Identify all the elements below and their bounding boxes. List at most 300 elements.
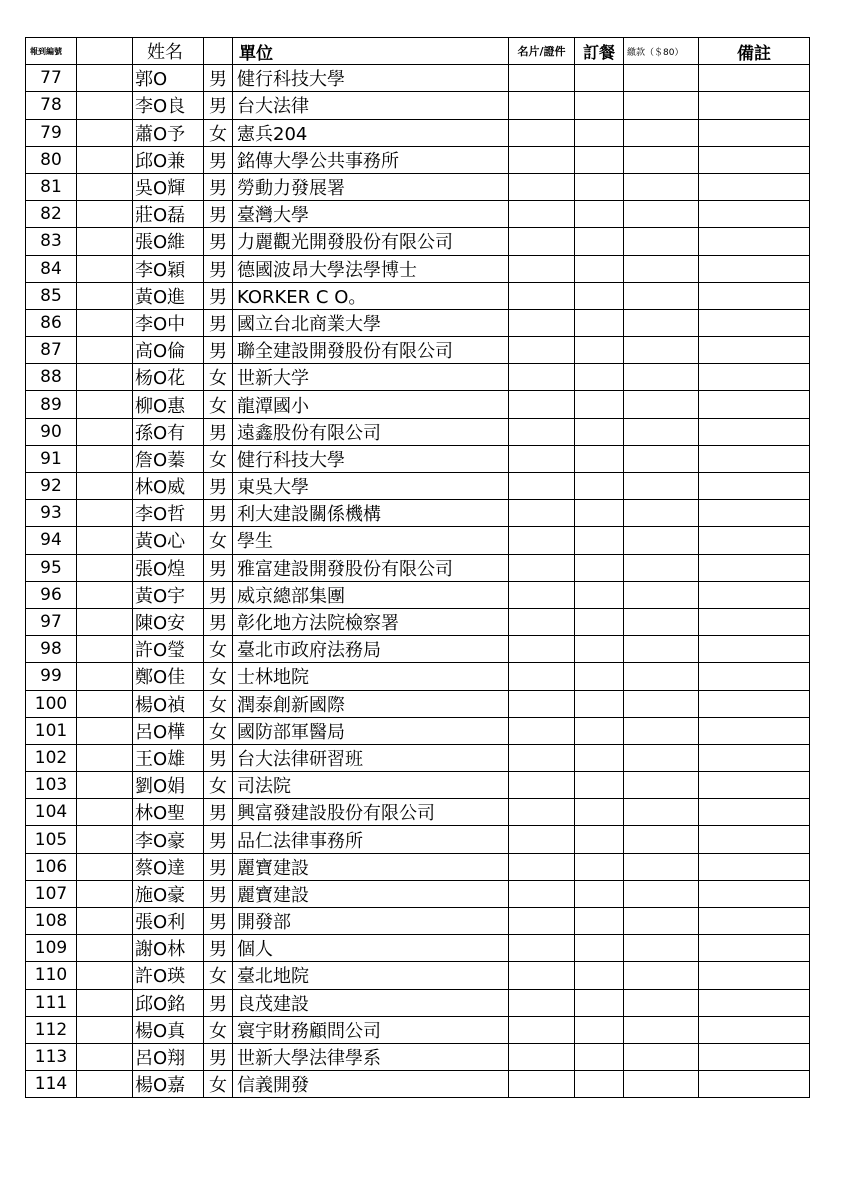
row-number: 92 bbox=[26, 473, 77, 500]
note-cell bbox=[699, 1016, 810, 1043]
blank-cell bbox=[77, 962, 133, 989]
fee-cell bbox=[624, 1043, 699, 1070]
blank-cell bbox=[77, 1043, 133, 1070]
meal-cell bbox=[575, 636, 624, 663]
fee-cell bbox=[624, 690, 699, 717]
row-name: 李O良 bbox=[133, 92, 204, 119]
card-cell bbox=[509, 309, 575, 336]
fee-cell bbox=[624, 418, 699, 445]
registration-table bbox=[25, 37, 810, 1098]
row-sex: 男 bbox=[204, 173, 233, 200]
row-sex: 男 bbox=[204, 228, 233, 255]
table-row bbox=[26, 500, 810, 527]
fee-cell bbox=[624, 853, 699, 880]
card-cell bbox=[509, 1016, 575, 1043]
row-unit: 雅富建設開發股份有限公司 bbox=[233, 554, 509, 581]
row-sex: 女 bbox=[204, 1016, 233, 1043]
row-unit: 寰宇財務顧問公司 bbox=[233, 1016, 509, 1043]
table-row bbox=[26, 391, 810, 418]
table-row bbox=[26, 119, 810, 146]
table-row bbox=[26, 228, 810, 255]
row-unit: 勞動力發展署 bbox=[233, 173, 509, 200]
fee-cell bbox=[624, 309, 699, 336]
table-row bbox=[26, 255, 810, 282]
row-name: 張O利 bbox=[133, 908, 204, 935]
header-meal: 訂餐 bbox=[575, 38, 624, 65]
card-cell bbox=[509, 1043, 575, 1070]
card-cell bbox=[509, 772, 575, 799]
note-cell bbox=[699, 146, 810, 173]
note-cell bbox=[699, 364, 810, 391]
card-cell bbox=[509, 636, 575, 663]
row-name: 楊O禎 bbox=[133, 690, 204, 717]
row-name: 呂O翔 bbox=[133, 1043, 204, 1070]
card-cell bbox=[509, 1071, 575, 1098]
meal-cell bbox=[575, 799, 624, 826]
blank-cell bbox=[77, 989, 133, 1016]
meal-cell bbox=[575, 989, 624, 1016]
table-row bbox=[26, 772, 810, 799]
row-sex: 男 bbox=[204, 989, 233, 1016]
row-sex: 男 bbox=[204, 473, 233, 500]
meal-cell bbox=[575, 581, 624, 608]
table-row bbox=[26, 908, 810, 935]
row-unit: 臺北地院 bbox=[233, 962, 509, 989]
fee-cell bbox=[624, 826, 699, 853]
blank-cell bbox=[77, 772, 133, 799]
card-cell bbox=[509, 282, 575, 309]
card-cell bbox=[509, 935, 575, 962]
fee-cell bbox=[624, 989, 699, 1016]
row-name: 吳O輝 bbox=[133, 173, 204, 200]
blank-cell bbox=[77, 92, 133, 119]
row-name: 許O瑩 bbox=[133, 636, 204, 663]
blank-cell bbox=[77, 608, 133, 635]
row-sex: 女 bbox=[204, 391, 233, 418]
card-cell bbox=[509, 364, 575, 391]
fee-cell bbox=[624, 500, 699, 527]
note-cell bbox=[699, 500, 810, 527]
row-unit: 德國波昂大學法學博士 bbox=[233, 255, 509, 282]
meal-cell bbox=[575, 853, 624, 880]
blank-cell bbox=[77, 201, 133, 228]
table-row bbox=[26, 690, 810, 717]
row-name: 李O豪 bbox=[133, 826, 204, 853]
row-name: 許O瑛 bbox=[133, 962, 204, 989]
row-number: 94 bbox=[26, 527, 77, 554]
row-sex: 男 bbox=[204, 92, 233, 119]
row-sex: 男 bbox=[204, 880, 233, 907]
card-cell bbox=[509, 663, 575, 690]
table-row bbox=[26, 1071, 810, 1098]
meal-cell bbox=[575, 1071, 624, 1098]
row-number: 105 bbox=[26, 826, 77, 853]
table-row bbox=[26, 337, 810, 364]
row-sex: 男 bbox=[204, 146, 233, 173]
blank-cell bbox=[77, 799, 133, 826]
row-unit: 龍潭國小 bbox=[233, 391, 509, 418]
card-cell bbox=[509, 119, 575, 146]
card-cell bbox=[509, 744, 575, 771]
fee-cell bbox=[624, 92, 699, 119]
row-number: 114 bbox=[26, 1071, 77, 1098]
blank-cell bbox=[77, 880, 133, 907]
table-header-row bbox=[26, 38, 810, 65]
meal-cell bbox=[575, 717, 624, 744]
row-unit: 健行科技大學 bbox=[233, 65, 509, 92]
row-sex: 男 bbox=[204, 826, 233, 853]
row-number: 102 bbox=[26, 744, 77, 771]
meal-cell bbox=[575, 473, 624, 500]
blank-cell bbox=[77, 690, 133, 717]
note-cell bbox=[699, 173, 810, 200]
fee-cell bbox=[624, 1016, 699, 1043]
row-unit: 東吳大學 bbox=[233, 473, 509, 500]
blank-cell bbox=[77, 255, 133, 282]
row-number: 110 bbox=[26, 962, 77, 989]
row-unit: 憲兵204 bbox=[233, 119, 509, 146]
fee-cell bbox=[624, 962, 699, 989]
row-sex: 男 bbox=[204, 1043, 233, 1070]
card-cell bbox=[509, 201, 575, 228]
row-number: 95 bbox=[26, 554, 77, 581]
blank-cell bbox=[77, 527, 133, 554]
row-name: 郭O bbox=[133, 65, 204, 92]
row-number: 93 bbox=[26, 500, 77, 527]
row-sex: 男 bbox=[204, 554, 233, 581]
card-cell bbox=[509, 908, 575, 935]
fee-cell bbox=[624, 908, 699, 935]
fee-cell bbox=[624, 935, 699, 962]
note-cell bbox=[699, 717, 810, 744]
row-name: 鄭O佳 bbox=[133, 663, 204, 690]
meal-cell bbox=[575, 92, 624, 119]
row-number: 79 bbox=[26, 119, 77, 146]
meal-cell bbox=[575, 173, 624, 200]
note-cell bbox=[699, 799, 810, 826]
note-cell bbox=[699, 228, 810, 255]
blank-cell bbox=[77, 364, 133, 391]
row-number: 81 bbox=[26, 173, 77, 200]
row-unit: 遠鑫股份有限公司 bbox=[233, 418, 509, 445]
blank-cell bbox=[77, 636, 133, 663]
card-cell bbox=[509, 255, 575, 282]
blank-cell bbox=[77, 228, 133, 255]
note-cell bbox=[699, 826, 810, 853]
note-cell bbox=[699, 744, 810, 771]
note-cell bbox=[699, 908, 810, 935]
card-cell bbox=[509, 500, 575, 527]
card-cell bbox=[509, 228, 575, 255]
card-cell bbox=[509, 391, 575, 418]
row-number: 107 bbox=[26, 880, 77, 907]
row-unit: 利大建設關係機構 bbox=[233, 500, 509, 527]
row-sex: 男 bbox=[204, 500, 233, 527]
row-name: 張O維 bbox=[133, 228, 204, 255]
row-number: 112 bbox=[26, 1016, 77, 1043]
row-number: 78 bbox=[26, 92, 77, 119]
row-number: 83 bbox=[26, 228, 77, 255]
fee-cell bbox=[624, 880, 699, 907]
header-note: 備註 bbox=[699, 38, 810, 65]
note-cell bbox=[699, 527, 810, 554]
fee-cell bbox=[624, 636, 699, 663]
fee-cell bbox=[624, 1071, 699, 1098]
row-unit: 世新大学 bbox=[233, 364, 509, 391]
meal-cell bbox=[575, 744, 624, 771]
row-unit: 學生 bbox=[233, 527, 509, 554]
card-cell bbox=[509, 146, 575, 173]
row-name: 張O煌 bbox=[133, 554, 204, 581]
fee-cell bbox=[624, 337, 699, 364]
row-unit: 國立台北商業大學 bbox=[233, 309, 509, 336]
row-unit: 麗寶建設 bbox=[233, 880, 509, 907]
row-sex: 女 bbox=[204, 690, 233, 717]
table-row bbox=[26, 581, 810, 608]
note-cell bbox=[699, 418, 810, 445]
meal-cell bbox=[575, 391, 624, 418]
table-row bbox=[26, 473, 810, 500]
blank-cell bbox=[77, 663, 133, 690]
fee-cell bbox=[624, 119, 699, 146]
header-card-id: 名片/證件 bbox=[509, 38, 575, 65]
row-number: 87 bbox=[26, 337, 77, 364]
fee-cell bbox=[624, 581, 699, 608]
table-row bbox=[26, 880, 810, 907]
row-unit: 威京總部集團 bbox=[233, 581, 509, 608]
meal-cell bbox=[575, 228, 624, 255]
meal-cell bbox=[575, 880, 624, 907]
meal-cell bbox=[575, 663, 624, 690]
meal-cell bbox=[575, 500, 624, 527]
meal-cell bbox=[575, 908, 624, 935]
row-sex: 女 bbox=[204, 717, 233, 744]
row-unit: 銘傳大學公共事務所 bbox=[233, 146, 509, 173]
row-unit: 品仁法律事務所 bbox=[233, 826, 509, 853]
row-name: 邱O兼 bbox=[133, 146, 204, 173]
meal-cell bbox=[575, 146, 624, 173]
card-cell bbox=[509, 65, 575, 92]
row-name: 杨O花 bbox=[133, 364, 204, 391]
row-name: 陳O安 bbox=[133, 608, 204, 635]
row-number: 82 bbox=[26, 201, 77, 228]
blank-cell bbox=[77, 119, 133, 146]
note-cell bbox=[699, 92, 810, 119]
row-unit: 臺灣大學 bbox=[233, 201, 509, 228]
row-name: 柳O惠 bbox=[133, 391, 204, 418]
card-cell bbox=[509, 853, 575, 880]
meal-cell bbox=[575, 364, 624, 391]
header-blank bbox=[77, 38, 133, 65]
blank-cell bbox=[77, 282, 133, 309]
row-name: 邱O銘 bbox=[133, 989, 204, 1016]
row-name: 蕭O予 bbox=[133, 119, 204, 146]
row-unit: 台大法律 bbox=[233, 92, 509, 119]
row-sex: 男 bbox=[204, 282, 233, 309]
meal-cell bbox=[575, 608, 624, 635]
fee-cell bbox=[624, 554, 699, 581]
blank-cell bbox=[77, 1016, 133, 1043]
blank-cell bbox=[77, 445, 133, 472]
row-sex: 女 bbox=[204, 364, 233, 391]
row-number: 86 bbox=[26, 309, 77, 336]
fee-cell bbox=[624, 717, 699, 744]
table-row bbox=[26, 608, 810, 635]
note-cell bbox=[699, 935, 810, 962]
table-row bbox=[26, 1016, 810, 1043]
note-cell bbox=[699, 309, 810, 336]
row-sex: 男 bbox=[204, 908, 233, 935]
row-number: 88 bbox=[26, 364, 77, 391]
card-cell bbox=[509, 608, 575, 635]
header-registration-number: 報到編號 bbox=[26, 38, 77, 65]
blank-cell bbox=[77, 337, 133, 364]
row-unit: 潤泰創新國際 bbox=[233, 690, 509, 717]
table-row bbox=[26, 92, 810, 119]
row-unit: 麗寶建設 bbox=[233, 853, 509, 880]
table-row bbox=[26, 636, 810, 663]
row-sex: 男 bbox=[204, 255, 233, 282]
card-cell bbox=[509, 173, 575, 200]
fee-cell bbox=[624, 364, 699, 391]
row-unit: 力麗觀光開發股份有限公司 bbox=[233, 228, 509, 255]
note-cell bbox=[699, 772, 810, 799]
meal-cell bbox=[575, 282, 624, 309]
blank-cell bbox=[77, 908, 133, 935]
meal-cell bbox=[575, 255, 624, 282]
meal-cell bbox=[575, 962, 624, 989]
note-cell bbox=[699, 608, 810, 635]
note-cell bbox=[699, 989, 810, 1016]
fee-cell bbox=[624, 146, 699, 173]
table-row bbox=[26, 445, 810, 472]
card-cell bbox=[509, 445, 575, 472]
note-cell bbox=[699, 473, 810, 500]
blank-cell bbox=[77, 473, 133, 500]
row-unit: 國防部軍醫局 bbox=[233, 717, 509, 744]
blank-cell bbox=[77, 581, 133, 608]
blank-cell bbox=[77, 500, 133, 527]
row-name: 王O雄 bbox=[133, 744, 204, 771]
meal-cell bbox=[575, 690, 624, 717]
row-name: 蔡O達 bbox=[133, 853, 204, 880]
blank-cell bbox=[77, 1071, 133, 1098]
row-name: 林O聖 bbox=[133, 799, 204, 826]
table-row bbox=[26, 282, 810, 309]
table-row bbox=[26, 935, 810, 962]
blank-cell bbox=[77, 391, 133, 418]
row-unit: 聯全建設開發股份有限公司 bbox=[233, 337, 509, 364]
row-number: 90 bbox=[26, 418, 77, 445]
row-sex: 女 bbox=[204, 772, 233, 799]
note-cell bbox=[699, 255, 810, 282]
row-sex: 女 bbox=[204, 119, 233, 146]
note-cell bbox=[699, 65, 810, 92]
row-number: 100 bbox=[26, 690, 77, 717]
note-cell bbox=[699, 337, 810, 364]
note-cell bbox=[699, 1043, 810, 1070]
header-unit: 單位 bbox=[233, 38, 509, 65]
row-name: 李O中 bbox=[133, 309, 204, 336]
table-row bbox=[26, 853, 810, 880]
row-sex: 女 bbox=[204, 527, 233, 554]
blank-cell bbox=[77, 744, 133, 771]
card-cell bbox=[509, 337, 575, 364]
row-number: 89 bbox=[26, 391, 77, 418]
blank-cell bbox=[77, 309, 133, 336]
note-cell bbox=[699, 282, 810, 309]
note-cell bbox=[699, 636, 810, 663]
row-name: 林O威 bbox=[133, 473, 204, 500]
card-cell bbox=[509, 92, 575, 119]
fee-cell bbox=[624, 663, 699, 690]
card-cell bbox=[509, 418, 575, 445]
note-cell bbox=[699, 853, 810, 880]
row-sex: 男 bbox=[204, 853, 233, 880]
row-sex: 男 bbox=[204, 65, 233, 92]
note-cell bbox=[699, 581, 810, 608]
row-sex: 男 bbox=[204, 337, 233, 364]
row-number: 91 bbox=[26, 445, 77, 472]
card-cell bbox=[509, 826, 575, 853]
card-cell bbox=[509, 799, 575, 826]
blank-cell bbox=[77, 826, 133, 853]
card-cell bbox=[509, 962, 575, 989]
fee-cell bbox=[624, 391, 699, 418]
meal-cell bbox=[575, 337, 624, 364]
row-name: 李O穎 bbox=[133, 255, 204, 282]
row-unit: 良茂建設 bbox=[233, 989, 509, 1016]
row-name: 李O哲 bbox=[133, 500, 204, 527]
meal-cell bbox=[575, 445, 624, 472]
blank-cell bbox=[77, 554, 133, 581]
row-sex: 男 bbox=[204, 744, 233, 771]
row-number: 108 bbox=[26, 908, 77, 935]
note-cell bbox=[699, 201, 810, 228]
row-number: 84 bbox=[26, 255, 77, 282]
blank-cell bbox=[77, 418, 133, 445]
row-unit: 台大法律研習班 bbox=[233, 744, 509, 771]
note-cell bbox=[699, 391, 810, 418]
row-sex: 男 bbox=[204, 935, 233, 962]
note-cell bbox=[699, 445, 810, 472]
row-number: 80 bbox=[26, 146, 77, 173]
blank-cell bbox=[77, 65, 133, 92]
note-cell bbox=[699, 554, 810, 581]
row-number: 77 bbox=[26, 65, 77, 92]
row-number: 97 bbox=[26, 608, 77, 635]
meal-cell bbox=[575, 772, 624, 799]
note-cell bbox=[699, 663, 810, 690]
table-row bbox=[26, 146, 810, 173]
row-sex: 男 bbox=[204, 608, 233, 635]
fee-cell bbox=[624, 744, 699, 771]
fee-cell bbox=[624, 473, 699, 500]
row-number: 103 bbox=[26, 772, 77, 799]
row-name: 莊O磊 bbox=[133, 201, 204, 228]
table-row bbox=[26, 826, 810, 853]
row-unit: 健行科技大學 bbox=[233, 445, 509, 472]
blank-cell bbox=[77, 935, 133, 962]
fee-cell bbox=[624, 228, 699, 255]
table-row bbox=[26, 554, 810, 581]
meal-cell bbox=[575, 826, 624, 853]
row-name: 施O豪 bbox=[133, 880, 204, 907]
row-sex: 男 bbox=[204, 309, 233, 336]
row-name: 劉O娟 bbox=[133, 772, 204, 799]
fee-cell bbox=[624, 173, 699, 200]
card-cell bbox=[509, 717, 575, 744]
